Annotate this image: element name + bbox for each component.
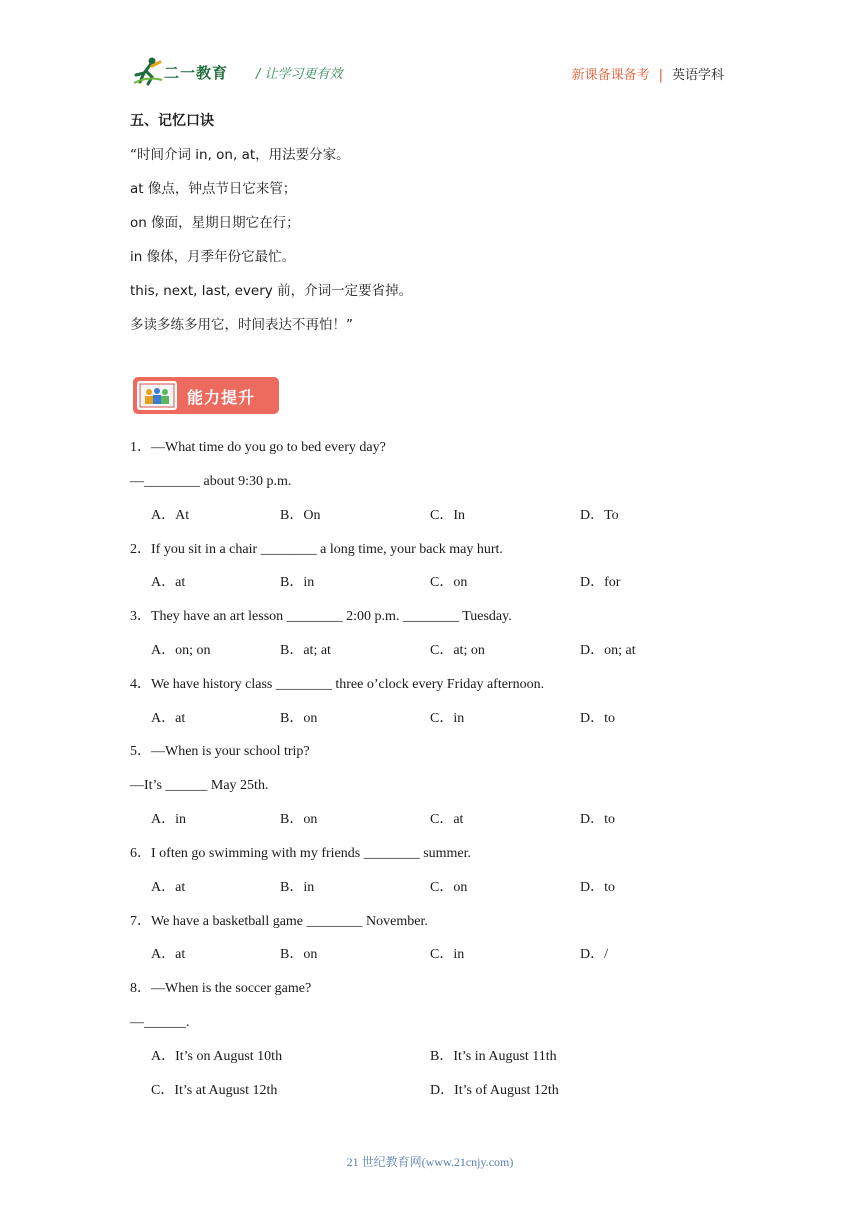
header-course-info <box>572 64 724 83</box>
option-c: C．at <box>430 812 464 827</box>
option-b: B．in <box>280 575 315 590</box>
option-c: C．in <box>430 947 465 962</box>
option-b: B．on <box>280 812 318 827</box>
course-label: 新课备课备考 <box>571 68 650 83</box>
option-d: D．It’s of August 12th <box>430 1083 559 1098</box>
option-d: D．to <box>580 812 615 827</box>
question-stem: 7．We have a basketball game ________ November. <box>130 914 428 929</box>
section-title: 五、记忆口诀 <box>130 113 214 129</box>
page-footer: 21 世纪教育网(www.21cnjy.com) <box>346 1155 514 1169</box>
logo <box>132 56 242 88</box>
option-d: D．to <box>580 880 615 895</box>
option-d: D．on; at <box>580 643 636 658</box>
option-a: A．at <box>151 947 186 962</box>
option-b: B．On <box>280 508 321 523</box>
rhyme-line: this, next, last, every 前，介词一定要省掉。 <box>130 283 413 299</box>
option-d: D．for <box>580 575 621 590</box>
banner-label: 能力提升 <box>187 388 256 407</box>
question-stem: 6．I often go swimming with my friends ________ summer. <box>130 846 472 861</box>
question-stem: —______. <box>130 1015 190 1030</box>
option-a: A．At <box>151 508 190 523</box>
option-b: B．on <box>280 947 318 962</box>
option-a: A．on; on <box>151 643 211 658</box>
question-stem: 5．—When is your school trip? <box>130 744 310 759</box>
question-stem: 3．They have an art lesson ________ 2:00 p.m. ________ Tuesday. <box>130 609 512 624</box>
option-a: A．at <box>151 880 186 895</box>
rhyme-line: on 像面，星期日期它在行； <box>130 215 300 231</box>
option-a: A．It’s on August 10th <box>151 1049 283 1064</box>
option-b: B．in <box>280 880 315 895</box>
option-a: A．at <box>151 575 186 590</box>
ability-banner <box>133 377 279 414</box>
rhyme-line: “时间介词 in, on, at，用法要分家。 <box>130 147 350 163</box>
question-stem: —________ about 9:30 p.m. <box>130 474 292 489</box>
page-header <box>132 56 724 88</box>
logo-text: 二一教育 <box>164 65 229 82</box>
option-c: C．in <box>430 711 465 726</box>
option-c: C．at; on <box>430 643 485 658</box>
subject-label: 英语学科 <box>671 68 724 83</box>
question-stem: 2．If you sit in a chair ________ a long time, your back may hurt. <box>130 542 503 557</box>
header-separator: | <box>658 68 663 83</box>
option-a: A．at <box>151 711 186 726</box>
question-stem: 1．—What time do you go to bed every day? <box>130 440 386 455</box>
option-d: D．To <box>580 508 619 523</box>
option-d: D．to <box>580 711 615 726</box>
option-b: B．on <box>280 711 318 726</box>
option-c: C．In <box>430 508 465 523</box>
rhyme-line: 多读多练多用它，时间表达不再怕！” <box>130 317 353 333</box>
slogan: / 让学习更有效 <box>256 67 343 82</box>
option-c: C．on <box>430 575 468 590</box>
option-c: C．It’s at August 12th <box>151 1083 278 1098</box>
option-b: B．at; at <box>280 643 331 658</box>
question-stem: —It’s ______ May 25th. <box>130 778 269 793</box>
option-b: B．It’s in August 11th <box>430 1049 557 1064</box>
option-c: C．on <box>430 880 468 895</box>
option-d: D．/ <box>580 947 608 962</box>
classroom-icon <box>137 381 177 410</box>
rhyme-line: in 像体，月季年份它最忙。 <box>130 249 296 265</box>
runner-icon <box>132 56 164 86</box>
rhyme-line: at 像点，钟点节日它来管； <box>130 181 297 197</box>
question-stem: 4．We have history class ________ three o’clock every Friday afternoon. <box>130 677 545 692</box>
question-stem: 8．—When is the soccer game? <box>130 981 312 996</box>
option-a: A．in <box>151 812 186 827</box>
